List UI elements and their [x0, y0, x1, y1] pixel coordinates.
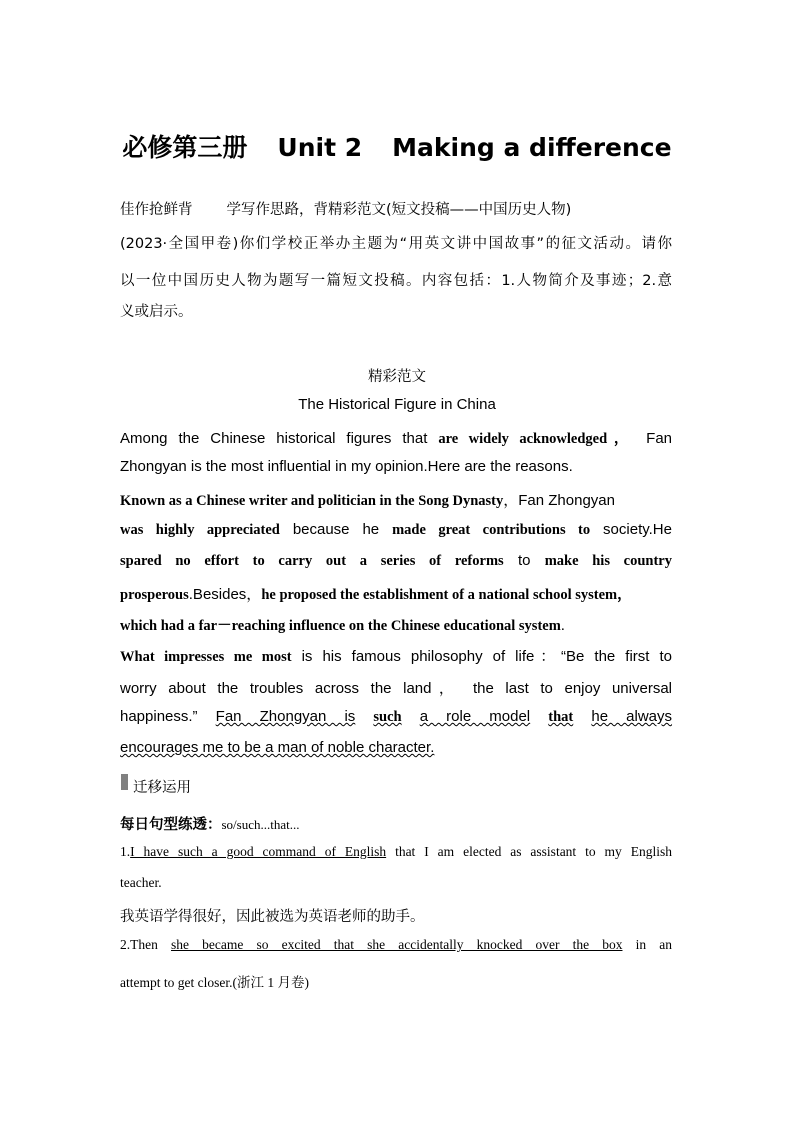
essay-p2-line-4 — [120, 583, 632, 604]
practice-q2-line-1 — [120, 937, 672, 953]
essay-highlight: Fan Zhongyan is — [215, 708, 356, 725]
essay-key-phrase: make his country — [544, 553, 672, 569]
essay-p2-line-5 — [120, 614, 565, 635]
essay-text: . — [560, 617, 565, 634]
practice-q1-line-2: teacher. — [120, 875, 162, 890]
practice-label: 每日句型练透： — [120, 817, 222, 833]
essay-key-phrase: are widely acknowledged， — [438, 431, 636, 447]
essay-key-phrase: prosperous — [120, 587, 189, 603]
essay-p2-line-3 — [120, 552, 672, 570]
title-unit: Unit 2 — [277, 133, 363, 162]
essay-text: ，Fan Zhongyan — [503, 492, 615, 509]
essay-p1-line-1 — [120, 427, 672, 448]
q1-text: that I am elected as assistant to my English — [395, 844, 672, 859]
essay-p3-line-4: encourages me to be a man of noble character. — [120, 739, 435, 756]
essay-key-phrase: he proposed the establishment of a national school system， — [261, 587, 632, 603]
essay-p2-line-1 — [120, 489, 615, 510]
essay-text: society.He — [603, 521, 672, 538]
intro-line — [120, 198, 571, 219]
essay-text: happiness.” — [120, 708, 198, 725]
essay-p3-line-3 — [120, 708, 672, 726]
title-book: 必修第三册 — [122, 133, 248, 162]
section-marker — [121, 774, 128, 790]
essay-p3-line-1 — [120, 645, 672, 666]
q1-answer: I have such a good command of English — [130, 844, 387, 859]
q2-answer: she became so excited that she accidentally knocked over the box — [171, 937, 623, 952]
task-line-1: (2023·全国甲卷)你们学校正举办主题为“用英文讲中国故事”的征文活动。请你 — [120, 236, 672, 252]
q2-text: in an — [635, 937, 673, 952]
essay-p3-line-2: worry about the troubles across the land， the last to enjoy universal — [120, 680, 672, 697]
essay-p2-line-2 — [120, 521, 672, 539]
essay-text: is his famous philosophy of life：“Be the first to — [301, 648, 672, 665]
essay-text: Among the Chinese historical figures that — [120, 430, 428, 447]
essay-highlight: he always — [591, 708, 673, 725]
essay-title: The Historical Figure in China — [298, 396, 496, 413]
essay-text: .Besides， — [188, 586, 262, 603]
section-heading: 迁移运用 — [133, 780, 191, 796]
essay-key-phrase: What impresses me most — [120, 649, 292, 665]
essay-highlight: a role model — [419, 708, 531, 725]
essay-key-phrase: was highly appreciated — [120, 522, 280, 538]
essay-key-phrase: spared no effort to carry out a series of reforms — [120, 553, 504, 569]
task-line-3: 义或启示。 — [120, 304, 193, 320]
intro-label: 佳作抢鲜背 — [120, 202, 193, 218]
intro-desc: 学写作思路，背精彩范文(短文投稿——中国历史人物) — [226, 202, 572, 218]
essay-heading: 精彩范文 — [368, 369, 426, 385]
essay-key-phrase: Known as a Chinese writer and politician in the Song Dynasty — [120, 493, 504, 509]
essay-text: because he — [292, 521, 380, 538]
essay-key-phrase: which had a far－reaching influence on the Chinese educational system — [120, 618, 561, 634]
essay-text: to — [517, 552, 531, 569]
practice-q1-chinese: 我英语学得很好，因此被选为英语老师的助手。 — [120, 909, 425, 925]
practice-q1-line-1 — [120, 844, 672, 860]
essay-p1-line-2: Zhongyan is the most influential in my opinion.Here are the reasons. — [120, 458, 573, 475]
task-line-2: 以一位中国历史人物为题写一篇短文投稿。内容包括：1.人物简介及事迹；2.意 — [120, 273, 672, 289]
title-topic: Making a difference — [392, 133, 672, 162]
page-title — [0, 128, 794, 164]
essay-text: Fan — [646, 430, 673, 447]
q1-number: 1.I have such a good command of English — [120, 844, 387, 859]
practice-pattern: so/such...that... — [221, 817, 300, 832]
essay-key-word: such — [373, 709, 402, 725]
essay-key-phrase: made great contributions to — [392, 522, 591, 538]
essay-key-word: that — [548, 709, 574, 725]
practice-label-line — [120, 813, 300, 834]
practice-q2-line-2: attempt to get closer.(浙江 1 月卷) — [120, 975, 309, 990]
q2-number: 2.Then — [120, 937, 158, 952]
